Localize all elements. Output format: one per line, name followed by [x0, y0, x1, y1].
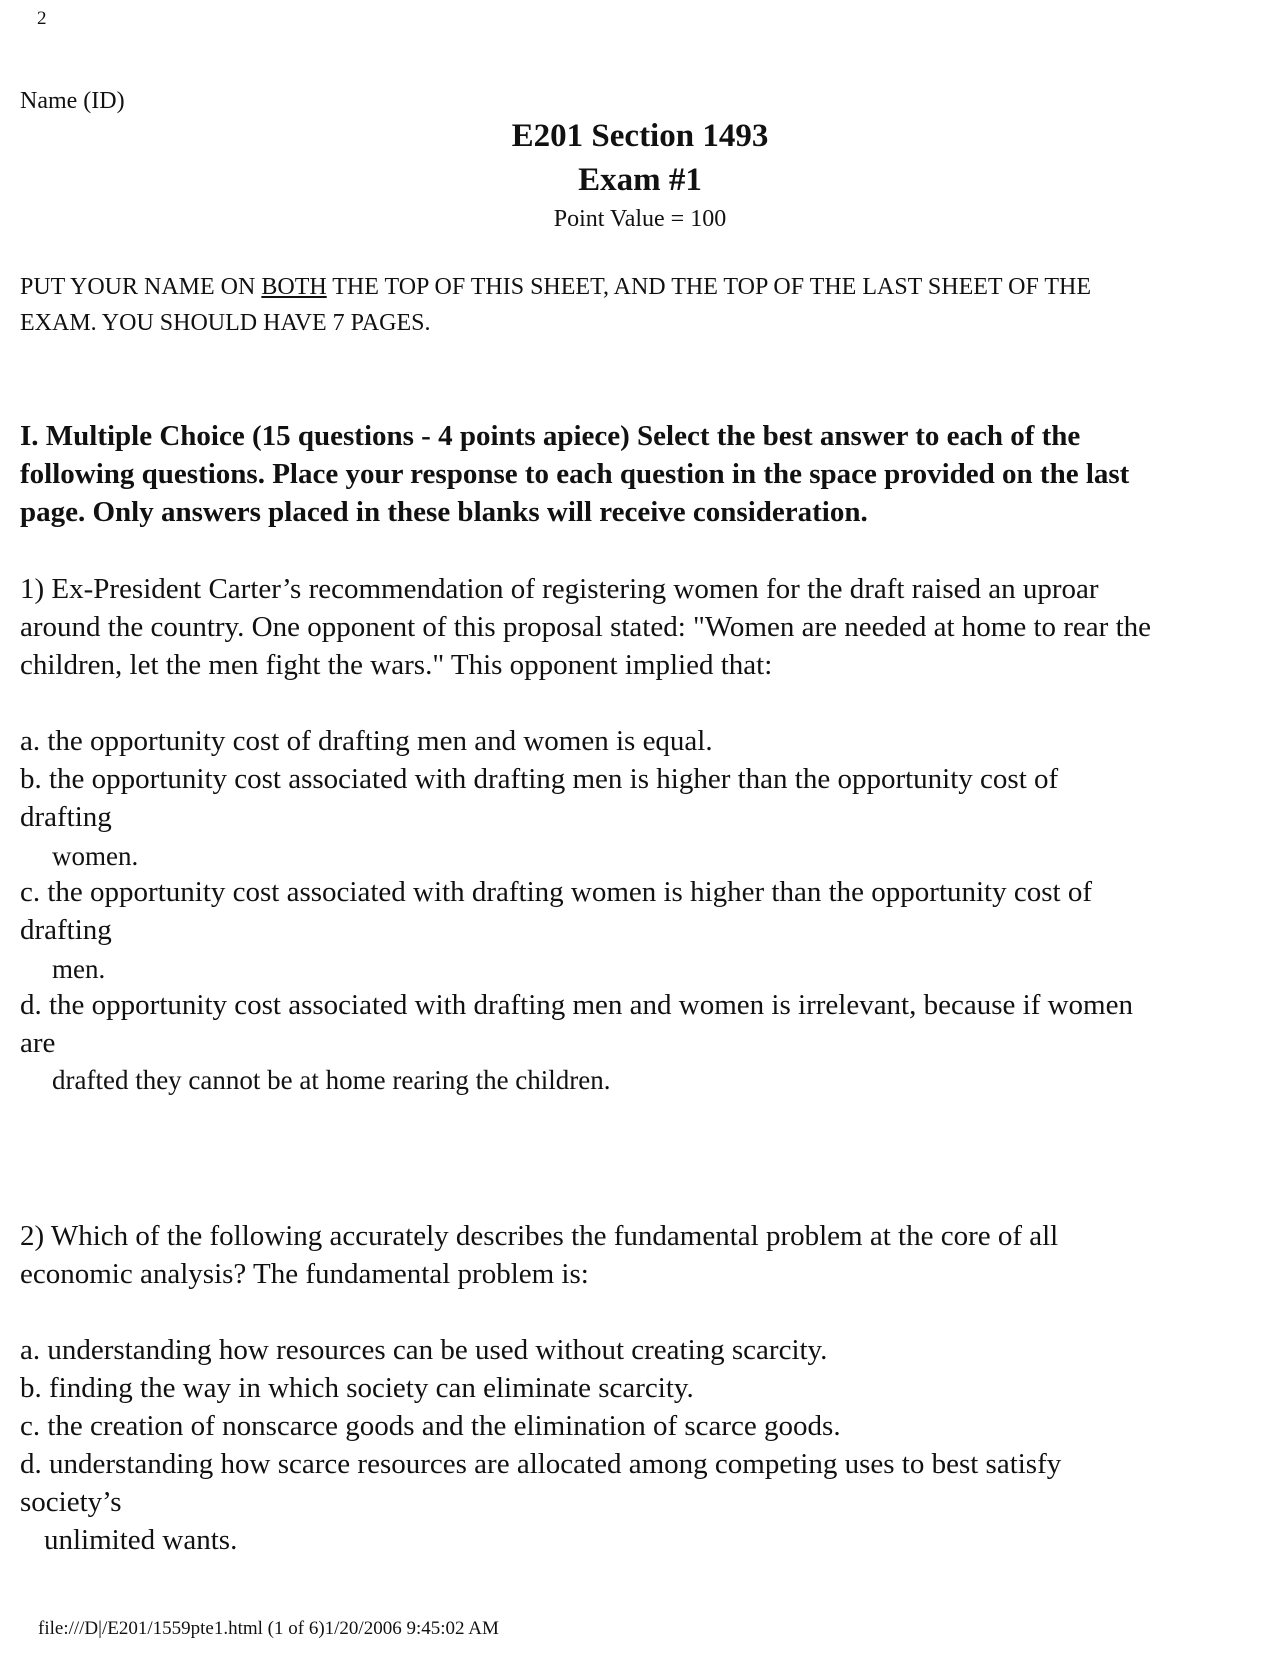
question-1-option-c-cont-2: men. — [52, 954, 106, 984]
instructions-post: THE TOP OF THIS SHEET, AND THE TOP OF THE LAST SHEET OF THE — [326, 274, 1092, 300]
question-1-option-b-cont-2: women. — [52, 841, 139, 871]
section-heading-line-3: page. Only answers placed in these blanks will receive consideration. — [20, 496, 868, 528]
instructions-line-2: EXAM. YOU SHOULD HAVE 7 PAGES. — [20, 310, 431, 336]
question-1-option-d-cont-2: drafted they cannot be at home rearing the children. — [52, 1065, 611, 1095]
page-number: 2 — [37, 8, 47, 29]
question-1-option-c-cont: drafting — [20, 914, 112, 946]
question-2-option-b: b. finding the way in which society can eliminate scarcity. — [20, 1372, 694, 1404]
instructions-pre: PUT YOUR NAME ON — [20, 274, 262, 300]
section-heading-line-1: I. Multiple Choice (15 questions - 4 points apiece) Select the best answer to each of the — [20, 420, 1081, 452]
question-1-option-b-cont: drafting — [20, 801, 112, 833]
question-1-option-d: d. the opportunity cost associated with drafting men and women is irrelevant, because if women — [20, 989, 1133, 1021]
question-2-option-a: a. understanding how resources can be used without creating scarcity. — [20, 1334, 828, 1366]
question-1-stem-line-2: around the country. One opponent of this proposal stated: "Women are needed at home to rear the — [20, 611, 1152, 643]
question-1-stem-line-1: 1) Ex-President Carter’s recommendation of registering women for the draft raised an uproar — [20, 573, 1099, 605]
question-2-option-d-cont: society’s — [20, 1486, 122, 1518]
question-1-option-c: c. the opportunity cost associated with drafting women is higher than the opportunity cost of — [20, 876, 1092, 908]
name-id-label: Name (ID) — [20, 88, 125, 114]
exam-subtitle: Exam #1 — [578, 162, 702, 198]
question-1-option-a: a. the opportunity cost of drafting men and women is equal. — [20, 725, 713, 757]
instructions-underlined-both: BOTH — [261, 274, 327, 300]
exam-title: E201 Section 1493 — [511, 118, 769, 154]
question-2-stem-line-1: 2) Which of the following accurately describes the fundamental problem at the core of all — [20, 1220, 1059, 1252]
question-2-option-d: d. understanding how scarce resources are allocated among competing uses to best satisfy — [20, 1448, 1062, 1480]
question-2-stem-line-2: economic analysis? The fundamental problem is: — [20, 1258, 589, 1290]
question-1-option-b: b. the opportunity cost associated with drafting men is higher than the opportunity cost of — [20, 763, 1059, 795]
question-2-option-c: c. the creation of nonscarce goods and the elimination of scarce goods. — [20, 1410, 841, 1442]
question-1-stem-line-3: children, let the men fight the wars." This opponent implied that: — [20, 649, 773, 681]
file-path-footer: file:///D|/E201/1559pte1.html (1 of 6)1/20/2006 9:45:02 AM — [38, 1618, 499, 1639]
question-2-option-d-cont-2: unlimited wants. — [44, 1524, 238, 1556]
section-heading-line-2: following questions. Place your response to each question in the space provided on the last — [20, 458, 1130, 490]
instructions-line-1 — [20, 274, 1091, 301]
point-value: Point Value = 100 — [553, 206, 727, 232]
question-1-option-d-cont: are — [20, 1027, 56, 1059]
